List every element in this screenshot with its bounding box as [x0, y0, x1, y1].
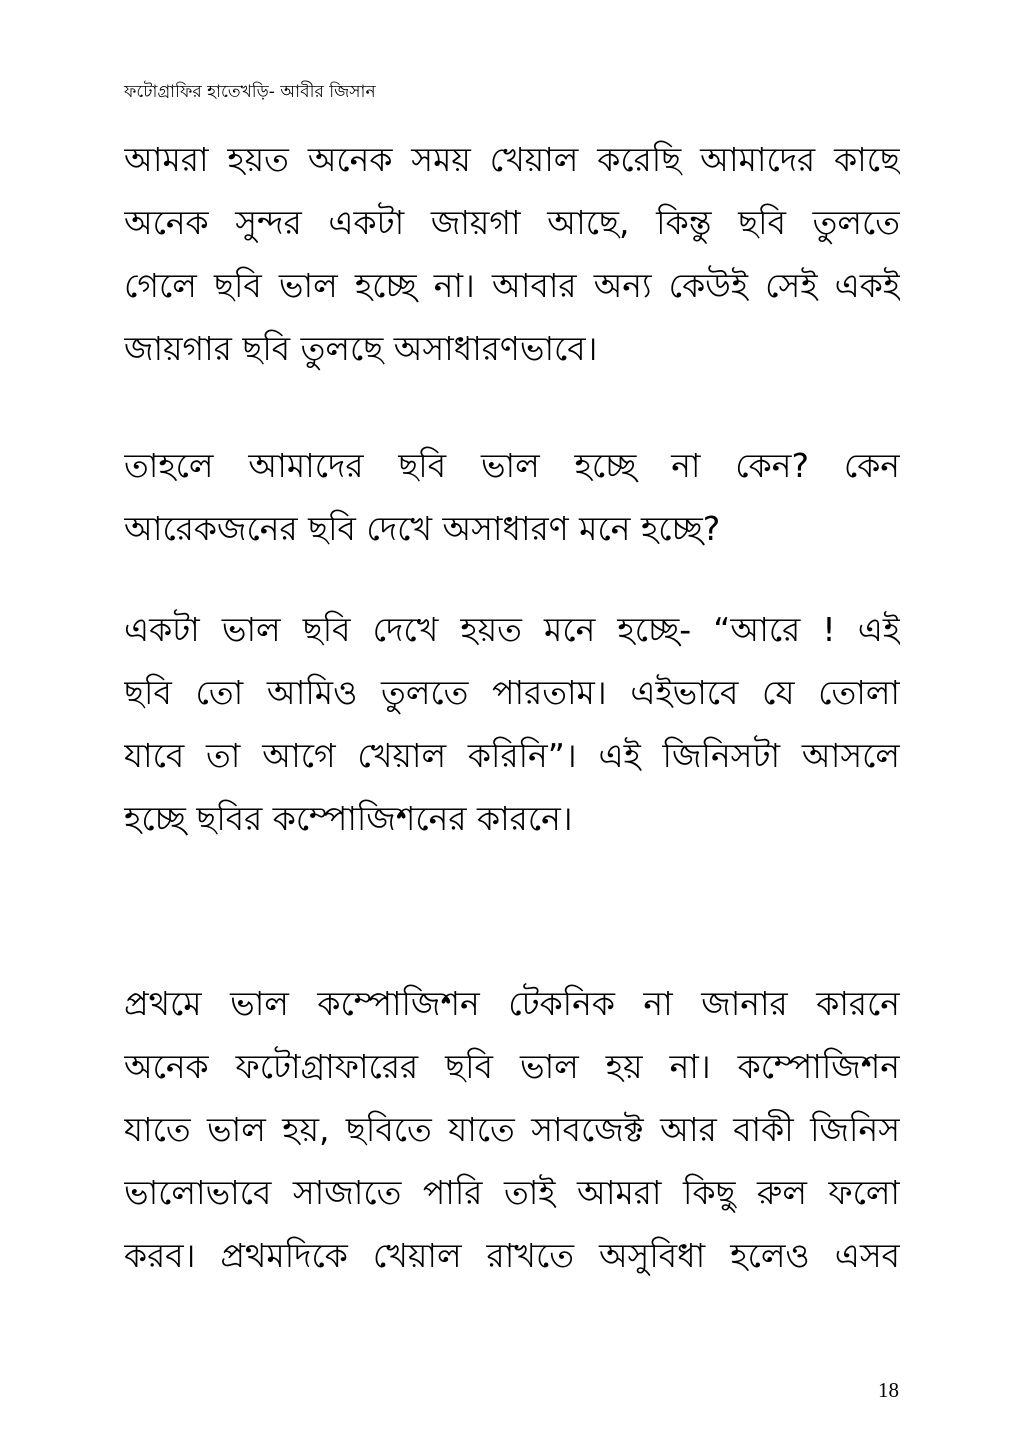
text-line: অনেক ফটোগ্রাফারের ছবি ভাল হয় না। কম্পোজিশন	[124, 1047, 900, 1086]
text-line: জায়গার ছবি তুলছে অসাধারণভাবে।	[124, 329, 598, 368]
paragraph-1	[124, 128, 900, 380]
text-line: তাহলে আমাদের ছবি ভাল হচ্ছে না কেন? কেন	[124, 446, 900, 485]
text-line: ভালোভাবে সাজাতে পারি তাই আমরা কিছু রুল ফলো	[124, 1173, 900, 1212]
page-number: 18	[878, 1378, 899, 1402]
paragraph-3	[124, 598, 900, 850]
text-line: গেলে ছবি ভাল হচ্ছে না। আবার অন্য কেউই সেই একই	[124, 266, 900, 305]
text-line: করব। প্রথমদিকে খেয়াল রাখতে অসুবিধা হলেও এসব	[124, 1236, 900, 1275]
text-line: যাবে তা আগে খেয়াল করিনি”। এই জিনিসটা আসলে	[124, 736, 900, 775]
paragraph-4	[124, 972, 900, 1287]
text-line: আরেকজনের ছবি দেখে অসাধারণ মনে হচ্ছে?	[124, 509, 721, 548]
text-line: আমরা হয়ত অনেক সময় খেয়াল করেছি আমাদের কাছে	[124, 140, 900, 179]
text-line: ছবি তো আমিও তুলতে পারতাম। এইভাবে যে তোলা	[124, 673, 900, 712]
text-line: অনেক সুন্দর একটা জায়গা আছে, কিন্তু ছবি তুলতে	[124, 203, 900, 242]
text-line: যাতে ভাল হয়, ছবিতে যাতে সাবজেক্ট আর বাকী জিনিস	[124, 1110, 900, 1149]
paragraph-2	[124, 434, 900, 560]
text-line: হচ্ছে ছবির কম্পোজিশনের কারনে।	[124, 799, 573, 838]
text-line: প্রথমে ভাল কম্পোজিশন টেকনিক না জানার কারনে	[124, 984, 900, 1023]
text-line: একটা ভাল ছবি দেখে হয়ত মনে হচ্ছে- “আরে ! এই	[124, 610, 900, 649]
running-header: ফটোগ্রাফির হাতেখড়ি- আবীর জিসান	[124, 82, 376, 102]
